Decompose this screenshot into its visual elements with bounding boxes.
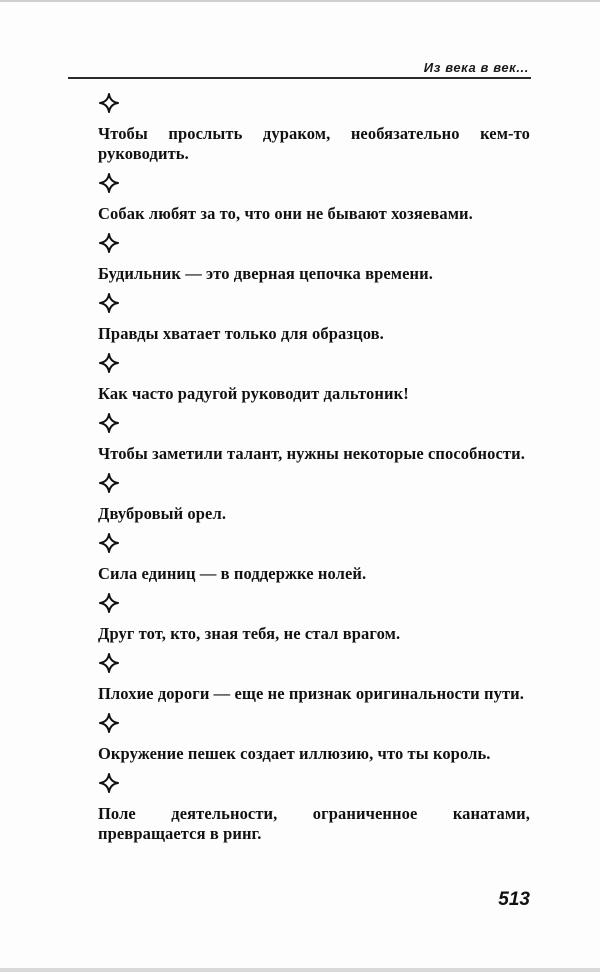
aphorism-entry	[98, 353, 530, 404]
aphorism-entry	[98, 413, 530, 464]
four-point-star-icon	[99, 233, 119, 253]
aphorism-entry	[98, 473, 530, 524]
four-point-star-icon	[99, 293, 119, 313]
four-point-star-icon	[99, 413, 119, 433]
aphorism-entry	[98, 233, 530, 284]
aphorism-entry	[98, 173, 530, 224]
aphorism-entry	[98, 293, 530, 344]
aphorism-text: Будильник — это дверная цепочка времени.	[98, 264, 433, 283]
four-point-star-icon	[99, 173, 119, 193]
aphorism-text: Окружение пешек создает иллюзию, что ты король.	[98, 744, 491, 763]
aphorism-entry	[98, 533, 530, 584]
aphorism-text: Двубровый орел.	[98, 504, 227, 523]
four-point-star-icon	[99, 593, 119, 613]
aphorism-text: Плохие дороги — еще не признак оригинальности пути.	[98, 684, 525, 703]
four-point-star-icon	[99, 773, 119, 793]
aphorism-entry	[98, 653, 530, 704]
four-point-star-icon	[99, 653, 119, 673]
aphorism-text: Чтобы прослыть дураком, необязательно кем-то руководить.	[98, 124, 530, 163]
four-point-star-icon	[99, 533, 119, 553]
aphorism-text: Собак любят за то, что они не бывают хозяевами.	[98, 204, 473, 223]
aphorism-entry	[98, 713, 530, 764]
four-point-star-icon	[99, 353, 119, 373]
aphorism-text: Как часто радугой руководит дальтоник!	[98, 384, 409, 403]
bottom-page-edge	[0, 968, 600, 972]
four-point-star-icon	[99, 713, 119, 733]
aphorism-text: Друг тот, кто, зная тебя, не стал врагом.	[98, 624, 401, 643]
top-page-edge	[0, 0, 600, 2]
aphorism-list	[98, 93, 530, 853]
running-head	[68, 58, 531, 80]
aphorism-entry	[98, 93, 530, 164]
running-head-title: Из века в век...	[423, 60, 529, 75]
running-head-rule	[68, 77, 531, 79]
four-point-star-icon	[99, 93, 119, 113]
page-number: 513	[498, 889, 530, 910]
aphorism-entry	[98, 773, 530, 844]
aphorism-text: Сила единиц — в поддержке нолей.	[98, 564, 367, 583]
aphorism-text: Чтобы заметили талант, нужны некоторые способности.	[98, 444, 525, 463]
aphorism-text: Правды хватает только для образцов.	[98, 324, 384, 343]
aphorism-text: Поле деятельности, ограниченное канатами, превращается в ринг.	[98, 804, 530, 843]
aphorism-entry	[98, 593, 530, 644]
four-point-star-icon	[99, 473, 119, 493]
